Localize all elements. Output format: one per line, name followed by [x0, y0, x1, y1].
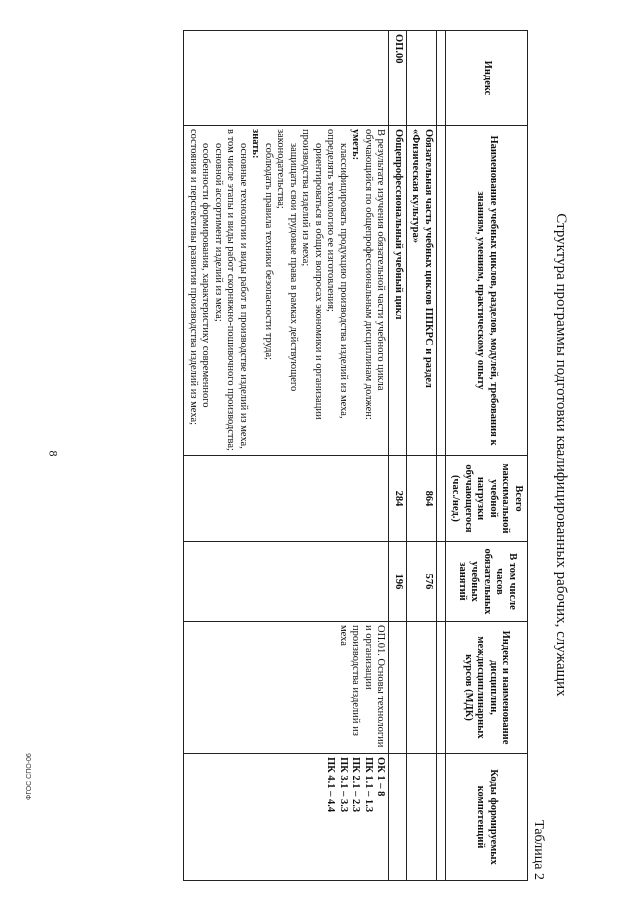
content-intro: В результате изучения обязательной части учебного цикла обучающийся по общепрофессиональным дисциплинам должен: — [363, 129, 387, 420]
structure-table — [184, 30, 529, 881]
code-item: ПК 2.1 – 2.3 — [350, 757, 362, 813]
table-row-mandatory-part — [407, 31, 437, 881]
header-max-load: Всего максимальной учебной нагрузки обучающегося (час./нед.) — [446, 456, 528, 542]
header-discipline: Индекс и наименование дисциплин, междисциплинарных курсов (МДК) — [446, 622, 528, 754]
header-name: Наименование учебных циклов, разделов, модулей, требования к знаниям, умениям, практическому опыту — [446, 126, 528, 456]
header-codes: Коды формируемых компетенций — [446, 754, 528, 881]
op00-index: ОП.00 — [389, 31, 407, 126]
code-item: ПК 1.1 – 1.3 — [363, 757, 374, 813]
op-content — [184, 126, 389, 456]
umet-item: классифицировать продукцию производства изделий из меха, определять технологию ее изготовления; — [325, 129, 349, 419]
spacer-row — [437, 31, 446, 881]
code-item: ПК 3.1 – 3.3 — [338, 757, 349, 813]
umet-item: защищать свои трудовые права в рамках действующего законодательства; — [275, 129, 299, 392]
znat-item: основные технологии и виды работ в производстве изделий из меха, в том числе этапы и виды работ скорняжно-пошивочного производства; — [225, 129, 249, 451]
rotated-sheet — [70, 30, 570, 880]
document-title: Структура программы подготовки квалифицированных рабочих, служащих — [553, 213, 569, 697]
header-index: Индекс — [446, 31, 528, 126]
umet-item: соблюдать правила техники безопасности труда; — [263, 143, 274, 361]
op00-name: Общепрофессиональный учебный цикл — [389, 126, 407, 456]
znat-item: основной ассортимент изделий из меха; — [213, 143, 224, 322]
code-item: ПК 4.1 – 4.4 — [325, 757, 337, 813]
mandatory-part-name: Обязательная часть учебных циклов ППКРС и раздел «Физическая культура» — [407, 126, 437, 456]
table-row-op00 — [389, 31, 407, 881]
table-row-op01 — [184, 31, 389, 881]
page-number: 8 — [46, 450, 61, 457]
code-item: ОК 1 – 8 — [375, 757, 387, 797]
mandatory-part-hours: 576 — [407, 542, 437, 622]
znat-item: особенности формирования, характеристику современного состояния и перспективы развития производства изделий из меха; — [188, 129, 212, 426]
table-header-row — [446, 31, 528, 881]
mandatory-part-max-load: 864 — [407, 456, 437, 542]
umet-item: ориентироваться в общих вопросах экономики и организации производства изделий из меха; — [300, 129, 324, 420]
competency-codes — [184, 754, 389, 881]
op00-max-load: 284 — [389, 456, 407, 542]
umet-label: уметь: — [350, 129, 362, 161]
table-caption: Таблица 2 — [531, 820, 546, 880]
op00-hours: 196 — [389, 542, 407, 622]
footer-code: ФГОС СПО-06 — [26, 753, 33, 800]
znat-label: знать: — [250, 129, 262, 159]
discipline-op01: ОП.01. Основы технологии и организации производства изделий из меха — [184, 622, 389, 754]
header-mandatory: В том числе часов обязательных учебных занятий — [446, 542, 528, 622]
